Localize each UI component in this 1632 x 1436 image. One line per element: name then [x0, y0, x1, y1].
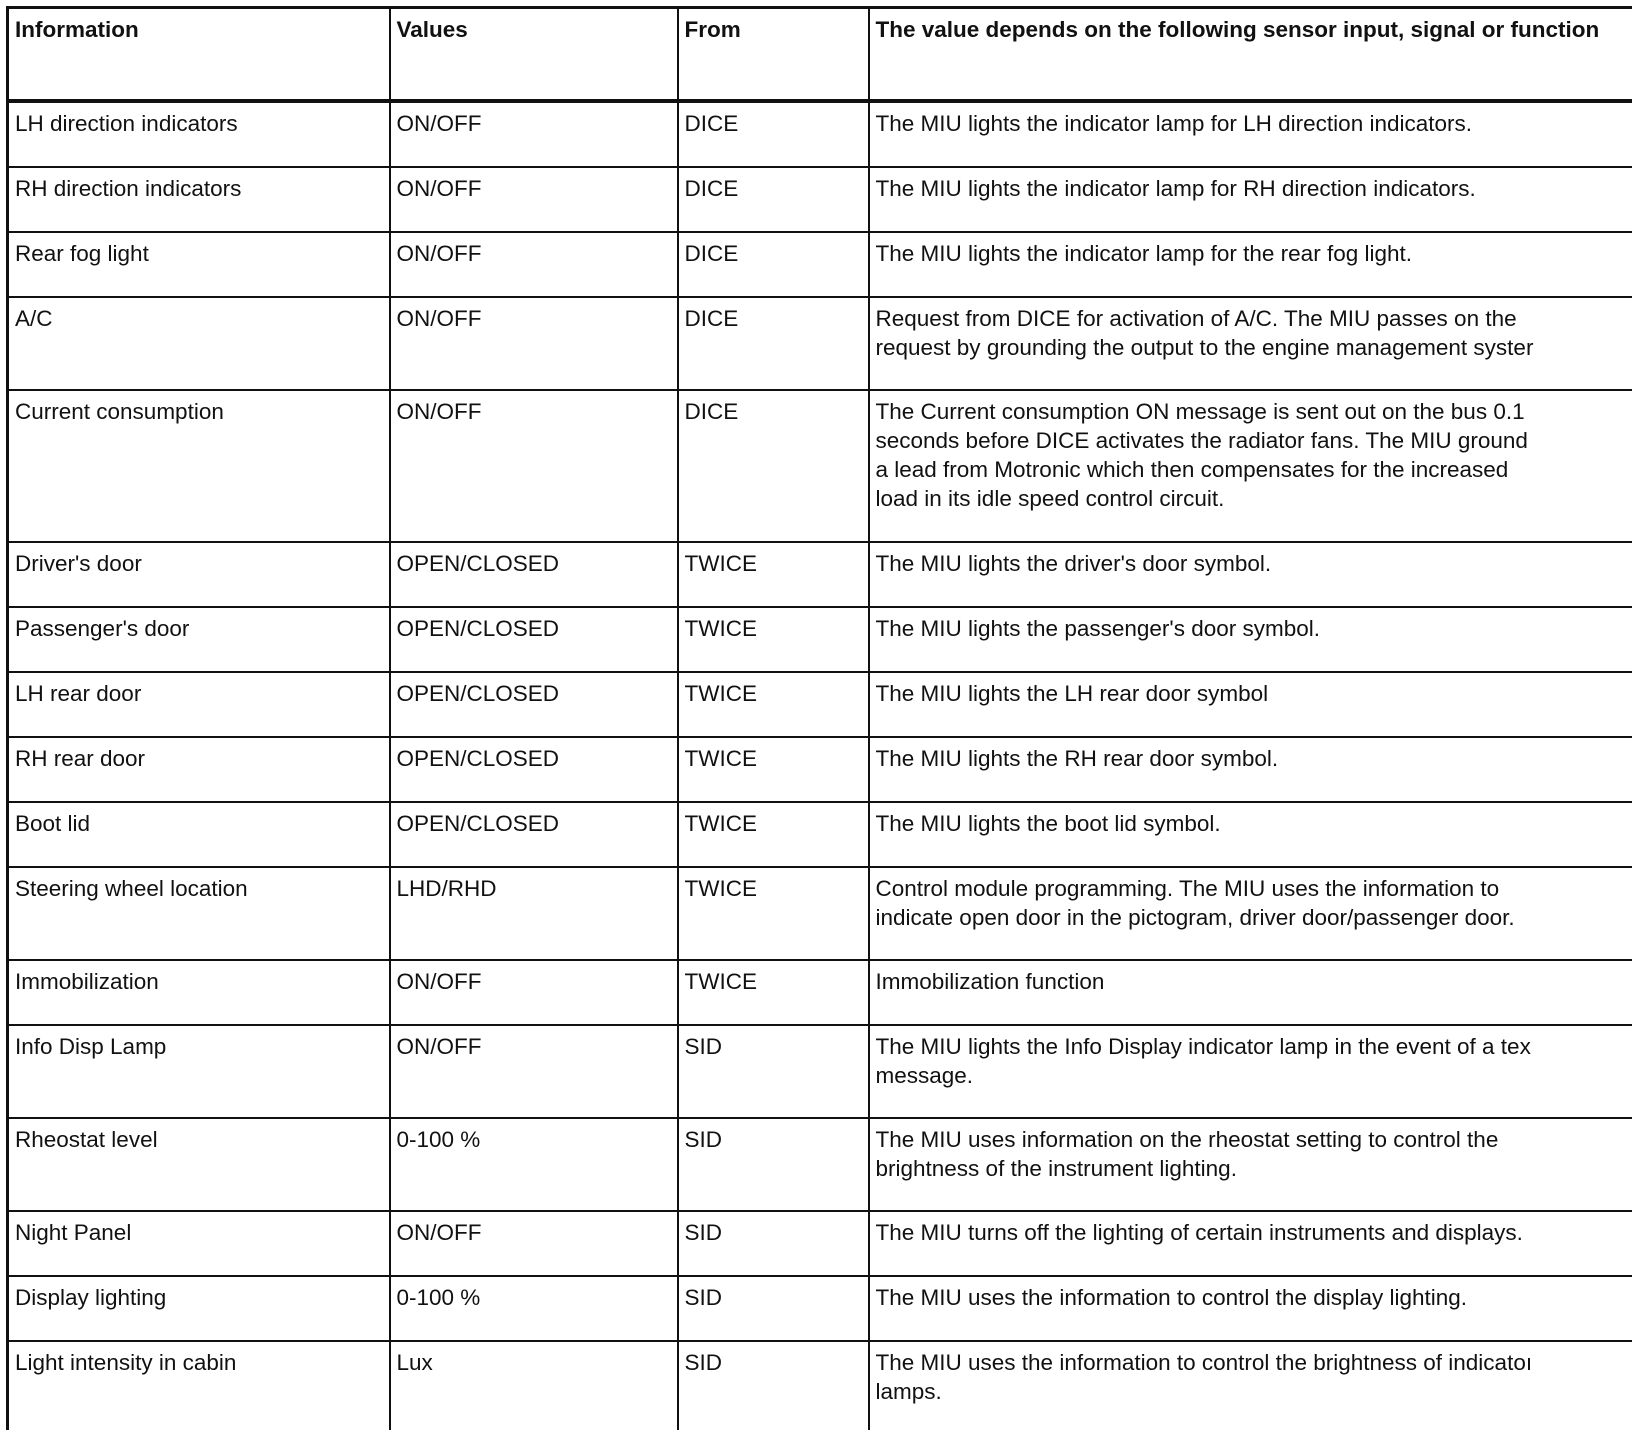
cell-from: DICE	[678, 232, 869, 297]
cell-information: Rheostat level	[8, 1118, 390, 1211]
cell-information: RH direction indicators	[8, 167, 390, 232]
table-row	[8, 542, 1632, 607]
table-row	[8, 960, 1632, 1025]
cell-values: OPEN/CLOSED	[390, 737, 678, 802]
header-row	[8, 8, 1632, 102]
table-row	[8, 672, 1632, 737]
cell-description	[869, 867, 1632, 960]
description-line: request by grounding the output to the engine management syster	[875, 335, 1534, 360]
cell-values: ON/OFF	[390, 960, 678, 1025]
cell-description	[869, 297, 1632, 390]
cell-values: OPEN/CLOSED	[390, 672, 678, 737]
description-line: The MIU lights the indicator lamp for the rear fog light.	[875, 241, 1412, 266]
cell-information: A/C	[8, 297, 390, 390]
description-line: lamps.	[875, 1379, 942, 1404]
cell-description	[869, 1211, 1632, 1276]
description-line: message.	[875, 1063, 974, 1088]
cell-description	[869, 232, 1632, 297]
description-line: The MIU lights the RH rear door symbol.	[875, 746, 1279, 771]
cell-from: TWICE	[678, 737, 869, 802]
description-line: The MIU lights the Info Display indicator lamp in the event of a tex	[875, 1034, 1531, 1059]
document-page	[6, 6, 1632, 1430]
table-row	[8, 101, 1632, 167]
cell-values: ON/OFF	[390, 167, 678, 232]
description-line: The MIU lights the boot lid symbol.	[875, 811, 1221, 836]
table-row	[8, 867, 1632, 960]
description-line: The MIU lights the passenger's door symbol.	[875, 616, 1320, 641]
cell-description	[869, 1276, 1632, 1341]
cell-information: Boot lid	[8, 802, 390, 867]
description-line: The MIU lights the driver's door symbol.	[875, 551, 1272, 576]
header-information: Information	[8, 8, 390, 102]
header-values: Values	[390, 8, 678, 102]
description-line: a lead from Motronic which then compensates for the increased	[875, 457, 1509, 482]
cell-from: TWICE	[678, 607, 869, 672]
cell-information: Rear fog light	[8, 232, 390, 297]
cell-values: ON/OFF	[390, 1211, 678, 1276]
table-row	[8, 232, 1632, 297]
description-line: Control module programming. The MIU uses the information to	[875, 876, 1500, 901]
table-row	[8, 1211, 1632, 1276]
cell-values: ON/OFF	[390, 297, 678, 390]
cell-from: SID	[678, 1341, 869, 1430]
cell-from: SID	[678, 1025, 869, 1118]
cell-values: LHD/RHD	[390, 867, 678, 960]
table-row	[8, 297, 1632, 390]
cell-from: SID	[678, 1276, 869, 1341]
cell-description	[869, 167, 1632, 232]
description-line: indicate open door in the pictogram, driver door/passenger door.	[875, 905, 1515, 930]
table-row	[8, 390, 1632, 542]
cell-values: 0-100 %	[390, 1276, 678, 1341]
cell-values: OPEN/CLOSED	[390, 607, 678, 672]
cell-values: ON/OFF	[390, 232, 678, 297]
cell-values: ON/OFF	[390, 101, 678, 167]
table-row	[8, 802, 1632, 867]
cell-from: SID	[678, 1118, 869, 1211]
cell-from: TWICE	[678, 802, 869, 867]
description-line: The MIU lights the indicator lamp for RH direction indicators.	[875, 176, 1476, 201]
cell-from: TWICE	[678, 672, 869, 737]
cell-values: ON/OFF	[390, 1025, 678, 1118]
cell-from: DICE	[678, 167, 869, 232]
description-line: Request from DICE for activation of A/C. The MIU passes on the	[875, 306, 1517, 331]
cell-information: LH rear door	[8, 672, 390, 737]
cell-from: DICE	[678, 101, 869, 167]
information-table	[6, 6, 1632, 1430]
header-dependency: The value depends on the following sensor input, signal or function	[869, 8, 1632, 102]
cell-from: TWICE	[678, 867, 869, 960]
cell-information: Info Disp Lamp	[8, 1025, 390, 1118]
table-body	[8, 101, 1632, 1430]
cell-information: Steering wheel location	[8, 867, 390, 960]
description-line: brightness of the instrument lighting.	[875, 1156, 1237, 1181]
table-row	[8, 167, 1632, 232]
cell-from: DICE	[678, 390, 869, 542]
cell-values: ON/OFF	[390, 390, 678, 542]
cell-values: OPEN/CLOSED	[390, 542, 678, 607]
description-line: seconds before DICE activates the radiator fans. The MIU ground	[875, 428, 1528, 453]
cell-from: TWICE	[678, 542, 869, 607]
description-line: The Current consumption ON message is sent out on the bus 0.1	[875, 399, 1525, 424]
cell-description	[869, 802, 1632, 867]
cell-information: Driver's door	[8, 542, 390, 607]
description-line: The MIU uses information on the rheostat setting to control the	[875, 1127, 1499, 1152]
cell-information: Passenger's door	[8, 607, 390, 672]
table-row	[8, 1341, 1632, 1430]
cell-from: SID	[678, 1211, 869, 1276]
cell-information: LH direction indicators	[8, 101, 390, 167]
description-line: The MIU lights the LH rear door symbol	[875, 681, 1269, 706]
cell-description	[869, 101, 1632, 167]
table-row	[8, 1276, 1632, 1341]
table-row	[8, 737, 1632, 802]
table-row	[8, 1025, 1632, 1118]
cell-description	[869, 390, 1632, 542]
table-clip	[6, 6, 1632, 1430]
description-line: The MIU turns off the lighting of certain instruments and displays.	[875, 1220, 1523, 1245]
cell-information: RH rear door	[8, 737, 390, 802]
cell-description	[869, 1025, 1632, 1118]
description-line: The MIU uses the information to control the brightness of indicatoı	[875, 1350, 1533, 1375]
cell-description	[869, 960, 1632, 1025]
cell-description	[869, 1341, 1632, 1430]
description-line: The MIU lights the indicator lamp for LH direction indicators.	[875, 111, 1473, 136]
table-row	[8, 607, 1632, 672]
cell-values: OPEN/CLOSED	[390, 802, 678, 867]
cell-description	[869, 672, 1632, 737]
cell-information: Immobilization	[8, 960, 390, 1025]
description-line: Immobilization function	[875, 969, 1105, 994]
cell-description	[869, 542, 1632, 607]
cell-from: TWICE	[678, 960, 869, 1025]
cell-from: DICE	[678, 297, 869, 390]
description-line: The MIU uses the information to control the display lighting.	[875, 1285, 1468, 1310]
cell-description	[869, 607, 1632, 672]
cell-values: 0-100 %	[390, 1118, 678, 1211]
cell-description	[869, 737, 1632, 802]
cell-information: Night Panel	[8, 1211, 390, 1276]
header-from: From	[678, 8, 869, 102]
cell-values: Lux	[390, 1341, 678, 1430]
cell-information: Current consumption	[8, 390, 390, 542]
table-row	[8, 1118, 1632, 1211]
description-line: load in its idle speed control circuit.	[875, 486, 1225, 511]
cell-information: Display lighting	[8, 1276, 390, 1341]
cell-information: Light intensity in cabin	[8, 1341, 390, 1430]
cell-description	[869, 1118, 1632, 1211]
